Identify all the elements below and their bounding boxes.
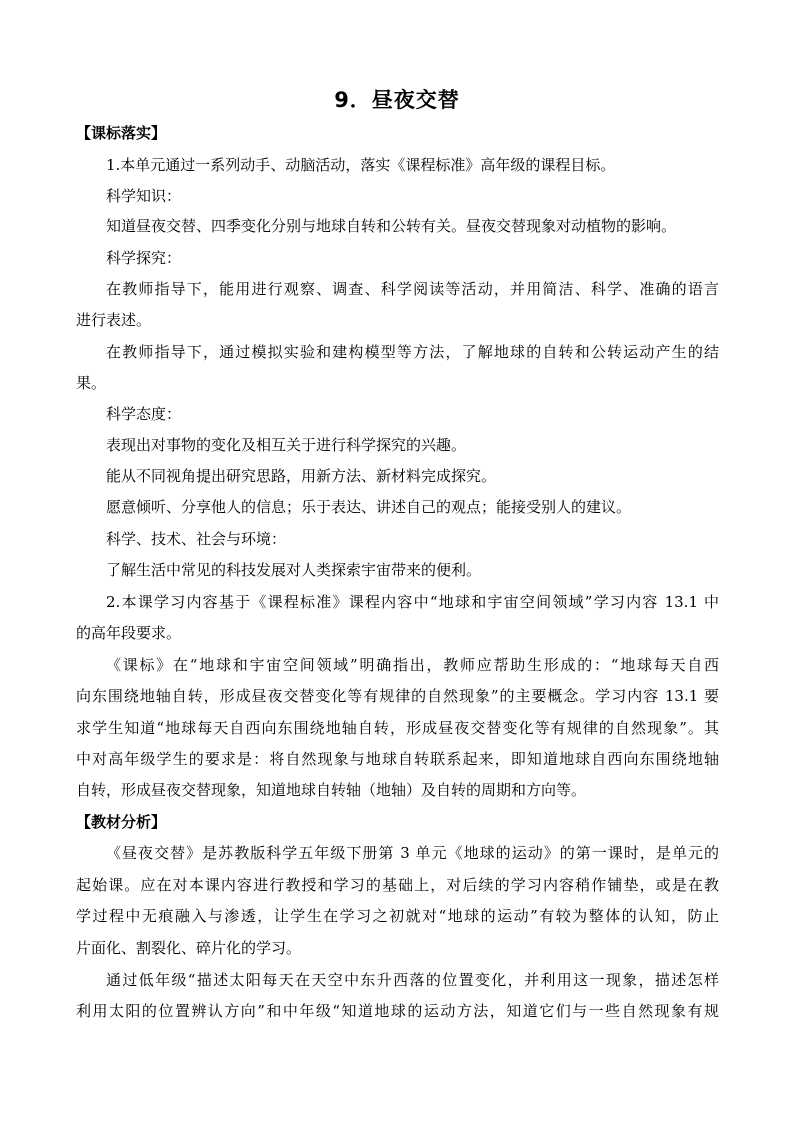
section-heading-textbook: 【教材分析】 [76, 813, 167, 831]
paragraph-line: 了解生活中常见的科技发展对人类探索宇宙带来的便利。 [106, 561, 482, 579]
paragraph-line: 向东围绕地轴自转，形成昼夜交替变化等有规律的自然现象”的主要概念。学习内容 13.1 要 [76, 687, 719, 705]
paragraph-line: 1.本单元通过一系列动手、动脑活动，落实《课程标准》高年级的课程目标。 [106, 156, 616, 174]
paragraph-line: 通过低年级“描述太阳每天在天空中东升西落的位置变化，并利用这一现象，描述怎样 [106, 971, 719, 989]
paragraph-line: 科学探究： [106, 249, 182, 267]
paragraph-line: 的高年段要求。 [76, 624, 182, 642]
section-heading-curriculum: 【课标落实】 [76, 124, 167, 142]
paragraph-line: 《课标》在“地球和宇宙空间领域”明确指出，教师应帮助生形成的：“地球每天自西 [106, 656, 719, 674]
paragraph-line: 科学态度： [106, 405, 182, 423]
paragraph-line: 《昼夜交替》是苏教版科学五年级下册第 3 单元《地球的运动》的第一课时，是单元的 [106, 844, 719, 862]
paragraph-line: 利用太阳的位置辨认方向”和中年级“知道地球的运动方法，知道它们与一些自然现象有规 [76, 1002, 719, 1020]
paragraph-line: 2.本课学习内容基于《课程标准》课程内容中“地球和宇宙空间领域”学习内容 13.1 中 [106, 593, 719, 611]
paragraph-line: 在教师指导下，能用进行观察、调查、科学阅读等活动，并用简洁、科学、准确的语言 [106, 280, 719, 298]
paragraph-line: 愿意倾听、分享他人的信息；乐于表达、讲述自己的观点；能接受别人的建议。 [106, 498, 632, 516]
paragraph-line: 求学生知道“地球每天自西向东围绕地轴自转，形成昼夜交替变化等有规律的自然现象”。其 [76, 719, 719, 737]
page-title: 9．昼夜交替 [334, 88, 460, 112]
paragraph-line: 在教师指导下，通过模拟实验和建构模型等方法，了解地球的自转和公转运动产生的结 [106, 343, 719, 361]
paragraph-line: 进行表述。 [76, 311, 152, 329]
paragraph-line: 知道昼夜交替、四季变化分别与地球自转和公转有关。昼夜交替现象对动植物的影响。 [106, 217, 677, 235]
paragraph-line: 科学知识： [106, 187, 182, 205]
paragraph-line: 果。 [76, 374, 107, 392]
paragraph-line: 自转，形成昼夜交替现象，知道地球自转轴（地轴）及自转的周期和方向等。 [76, 781, 587, 799]
paragraph-line: 中对高年级学生的要求是：将自然现象与地球自转联系起来，即知道地球自西向东围绕地轴 [76, 750, 719, 768]
paragraph-line: 起始课。应在对本课内容进行教授和学习的基础上，对后续的学习内容稍作铺垫，或是在教 [76, 876, 719, 894]
paragraph-line: 片面化、割裂化、碎片化的学习。 [76, 939, 302, 957]
paragraph-line: 能从不同视角提出研究思路，用新方法、新材料完成探究。 [106, 467, 497, 485]
paragraph-line: 科学、技术、社会与环境： [106, 530, 287, 548]
paragraph-line: 表现出对事物的变化及相互关于进行科学探究的兴趣。 [106, 436, 467, 454]
paragraph-line: 学过程中无痕融入与渗透，让学生在学习之初就对“地球的运动”有较为整体的认知，防止 [76, 907, 719, 925]
